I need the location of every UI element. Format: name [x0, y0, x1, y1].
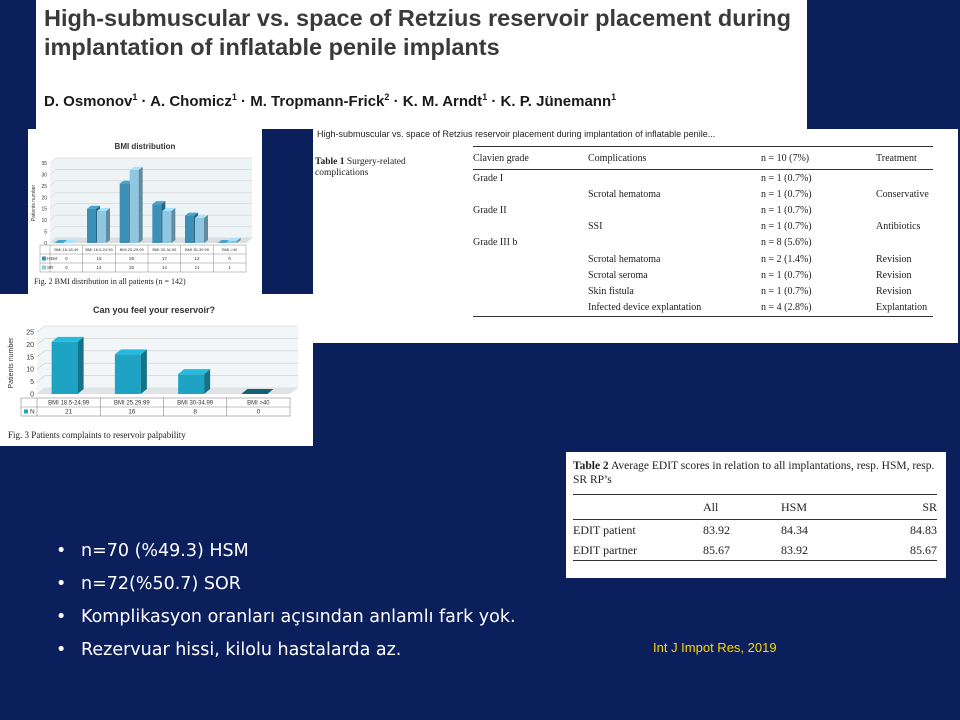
y-tick-label: 5 — [30, 379, 34, 387]
table1-cell: Scrotal hematoma — [588, 188, 661, 200]
plot-backwall — [50, 158, 252, 243]
bar — [162, 211, 171, 243]
y-tick-label: 0 — [44, 241, 47, 247]
table1-header-cell: Treatment — [876, 147, 933, 170]
table2-cell: 84.34 — [781, 522, 808, 537]
y-axis-label: Patients number — [31, 184, 37, 222]
bar — [52, 342, 78, 394]
table2-row — [573, 520, 937, 541]
bar — [195, 218, 204, 243]
reservoir-figure — [0, 294, 313, 446]
table1-row — [473, 251, 933, 267]
x-tick-label: BMI 35-39.99 — [184, 247, 210, 252]
y-tick-label: 5 — [44, 229, 47, 236]
author-name: K. P. Jünemann — [500, 93, 612, 110]
y-tick-label: 20 — [26, 341, 34, 349]
author-separator: · — [389, 93, 403, 110]
table1-cell: n = 1 (0.7%) — [761, 269, 812, 281]
data-label: 14 — [161, 265, 167, 270]
y-tick-label: 25 — [41, 183, 47, 190]
y-tick-label: 20 — [41, 195, 47, 202]
author-affiliation: 1 — [611, 92, 617, 102]
table1-cell — [876, 235, 933, 251]
table2-cell: 83.92 — [703, 522, 730, 537]
bar-side — [204, 215, 208, 243]
bullet-item: • Komplikasyon oranları açısından anlamlı fark yok. — [56, 604, 516, 637]
data-label: 0 — [65, 256, 68, 261]
bullet-list — [56, 538, 516, 670]
bar — [228, 241, 237, 243]
table1-caption-label: Table 1 — [315, 157, 345, 167]
table1-cell — [588, 170, 761, 187]
data-label: 16 — [128, 408, 136, 416]
table2-cell: 85.67 — [703, 540, 781, 561]
bmi-distribution-chart — [28, 129, 262, 294]
bar-side — [139, 167, 143, 243]
bar — [130, 170, 139, 243]
table1-cell — [473, 300, 588, 317]
table2-header-cell — [573, 495, 703, 520]
data-label: 1 — [228, 265, 231, 270]
table1-row — [473, 283, 933, 299]
citation: Int J Impot Res, 2019 — [653, 640, 777, 655]
table1-running-header: High-submuscular vs. space of Retzius reservoir placement during implantation of inflatable penile... — [317, 129, 716, 139]
table2-header-cell: SR — [873, 495, 937, 520]
author-separator: · — [137, 93, 151, 110]
table1-cell: Grade III b — [473, 237, 518, 249]
author-affiliation: 1 — [482, 92, 488, 102]
table1-cell: Grade II — [473, 204, 507, 216]
data-label: 0 — [228, 256, 231, 261]
table1-row — [473, 186, 933, 202]
x-tick-label: BMI >40 — [222, 247, 238, 252]
bar-side — [141, 349, 147, 394]
table1-cell: n = 1 (0.7%) — [761, 172, 812, 184]
table1-caption-text: Surgery-related complications — [315, 157, 406, 178]
data-label: 26 — [129, 256, 135, 261]
y-tick-label: 10 — [41, 218, 47, 225]
data-label: 32 — [129, 265, 135, 270]
table1-row — [473, 219, 933, 235]
table1-cell: n = 8 (5.6%) — [761, 237, 812, 249]
table1-panel — [313, 129, 958, 343]
table1-cell: SSI — [588, 221, 603, 233]
table1-cell — [473, 267, 588, 283]
y-tick-label: 10 — [26, 366, 34, 374]
table1-cell: Revision — [876, 269, 912, 281]
table2 — [573, 494, 937, 561]
data-label: 0 — [256, 408, 261, 416]
table1-cell — [588, 235, 761, 251]
table2-caption-text: Average EDIT scores in relation to all implantations, resp. HSM, resp. SR RP’s — [573, 460, 935, 486]
y-tick-label: 15 — [41, 206, 47, 213]
bar-side — [106, 208, 110, 243]
table1-header-cell: Complications — [588, 147, 761, 170]
legend-swatch — [42, 266, 46, 270]
legend-label: HSM — [47, 256, 57, 261]
x-tick-label: BMI 18.5-24.99 — [48, 400, 90, 407]
table1-cell: n = 1 (0.7%) — [761, 204, 812, 216]
table1-caption — [315, 157, 435, 179]
bar — [115, 354, 141, 394]
table1-cell: n = 1 (0.7%) — [761, 285, 812, 297]
table2-caption-label: Table 2 — [573, 460, 609, 472]
table1-row — [473, 267, 933, 283]
table2-header-cell: HSM — [781, 495, 873, 520]
table1-cell: Explantation — [876, 300, 933, 317]
paper-title: High-submuscular vs. space of Retzius reservoir placement during implantation of inflatable penile implants — [44, 5, 791, 60]
fig2-caption: Fig. 2 BMI distribution in all patients (n = 142) — [34, 277, 186, 286]
table2-cell: 85.67 — [873, 540, 937, 561]
table1-cell: n = 1 (0.7%) — [761, 188, 812, 200]
table1-row — [473, 235, 933, 251]
table1-cell: n = 2 (1.4%) — [761, 253, 812, 265]
bar-side — [78, 337, 84, 394]
bar — [178, 374, 204, 394]
table1-cell — [876, 170, 933, 187]
table2-cell: EDIT patient — [573, 522, 636, 537]
reservoir-palpability-chart — [0, 294, 313, 446]
data-label: 14 — [96, 265, 102, 270]
bar — [185, 216, 194, 243]
bar — [87, 209, 96, 243]
bar — [120, 184, 129, 243]
author-list — [44, 92, 616, 110]
bullet-item: • n=72(%50.7) SOR — [56, 571, 516, 604]
data-label: 11 — [194, 265, 200, 270]
legend-label: SR — [47, 265, 54, 270]
author-name: A. Chomicz — [150, 93, 232, 110]
y-tick-label: 30 — [41, 172, 47, 179]
data-label: 21 — [65, 408, 73, 416]
table2-panel — [566, 452, 946, 578]
chart-title: Can you feel your reservoir? — [92, 305, 216, 315]
table2-cell: 83.92 — [781, 540, 873, 561]
bmi-distribution-figure — [28, 129, 262, 294]
table1-cell: Revision — [876, 253, 912, 265]
x-tick-label: BMI 25.29.99 — [114, 400, 150, 407]
table1-cell — [473, 283, 588, 299]
author-name: K. M. Arndt — [402, 93, 483, 110]
bar — [152, 204, 161, 243]
table2-row — [573, 540, 937, 561]
author-name: M. Tropmann-Frick — [250, 93, 385, 110]
x-tick-label: BMI 16-18.49 — [54, 247, 79, 252]
paper-title-panel — [36, 0, 807, 129]
bar — [97, 211, 106, 243]
table2-header-cell: All — [703, 495, 781, 520]
legend-swatch — [24, 410, 28, 414]
table1-cell: Grade I — [473, 172, 504, 184]
bar-side — [171, 208, 175, 243]
y-axis-label: Patients number — [8, 337, 15, 389]
data-label: 15 — [96, 256, 102, 261]
data-label: 17 — [161, 256, 167, 261]
author-name: D. Osmonov — [44, 93, 133, 110]
table1-cell — [473, 251, 588, 267]
y-tick-label: 25 — [26, 329, 34, 337]
y-tick-label: 15 — [26, 354, 34, 362]
table1-cell: n = 1 (0.7%) — [761, 221, 812, 233]
x-tick-label: BMI 18.5-24.99 — [85, 247, 113, 252]
data-label: 12 — [194, 256, 200, 261]
table1-row — [473, 300, 933, 317]
table1-cell: Scrotal seroma — [588, 269, 648, 281]
author-separator: · — [236, 93, 251, 110]
table1-cell: Antibiotics — [876, 221, 921, 233]
x-tick-label: BMI 30-34.99 — [152, 247, 177, 252]
table1-cell: n = 4 (2.8%) — [761, 300, 876, 317]
table1-cell: Scrotal hematoma — [588, 253, 661, 265]
table2-cell: EDIT partner — [573, 540, 703, 561]
fig3-caption: Fig. 3 Patients complaints to reservoir palpability — [8, 430, 186, 440]
table1-row — [473, 202, 933, 218]
table1-cell — [876, 202, 933, 218]
chart-title: BMI distribution — [114, 142, 176, 151]
bullet-item: • Rezervuar hissi, kilolu hastalarda az. — [56, 637, 516, 670]
table1-cell: Conservative — [876, 188, 929, 200]
table1-cell — [473, 219, 588, 235]
author-affiliation: 2 — [384, 92, 390, 102]
table1-header-cell: Clavien grade — [473, 147, 588, 170]
x-tick-label: BMI >40 — [247, 400, 270, 407]
author-affiliation: 1 — [132, 92, 138, 102]
y-tick-label: 35 — [41, 161, 47, 167]
x-tick-label: BMI 30-34.99 — [177, 400, 214, 407]
table1-cell: Infected device explantation — [588, 300, 761, 317]
y-tick-label: 0 — [30, 391, 34, 399]
table1-header-cell: n = 10 (7%) — [761, 147, 876, 170]
bullet-item: • n=70 (%49.3) HSM — [56, 538, 516, 571]
x-tick-label: BMI 25-29.99 — [119, 247, 144, 252]
table1-cell: Revision — [876, 285, 912, 297]
table2-cell: 84.83 — [910, 522, 937, 537]
table2-caption — [573, 459, 939, 487]
table1-cell — [588, 202, 761, 218]
table1-row — [473, 170, 933, 187]
data-label: 0 — [65, 265, 68, 270]
author-affiliation: 1 — [231, 92, 237, 102]
data-label: 8 — [193, 408, 197, 416]
legend-label: N — [30, 408, 35, 416]
table1-cell — [473, 186, 588, 202]
author-separator: · — [487, 93, 501, 110]
legend-swatch — [42, 257, 46, 261]
table1-cell: Skin fistula — [588, 285, 634, 297]
table1 — [473, 146, 933, 317]
